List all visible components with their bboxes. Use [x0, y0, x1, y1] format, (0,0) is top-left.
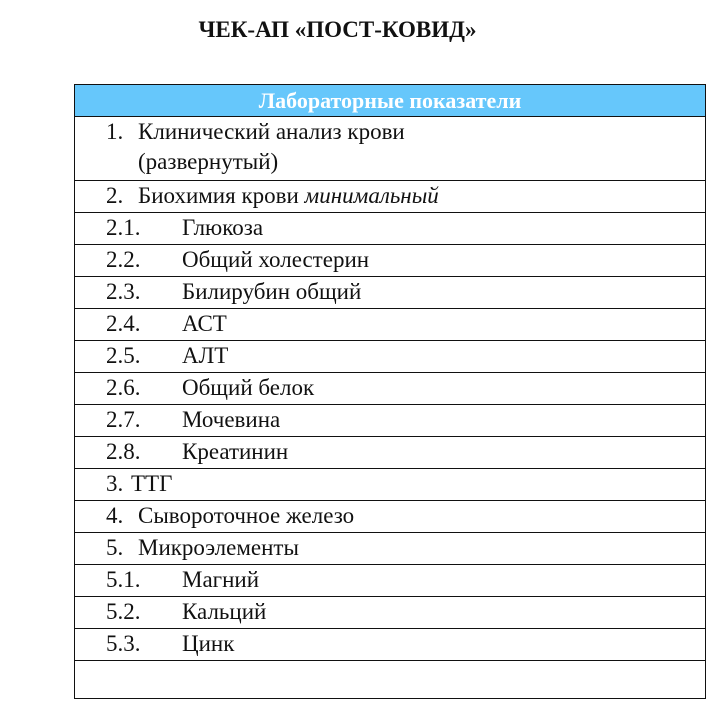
item-label: Креатинин: [182, 439, 289, 464]
table-row: [75, 213, 706, 245]
item-number: 2.: [106, 183, 124, 208]
item-number: 2.8.: [106, 439, 141, 464]
table-row: [75, 629, 706, 661]
item-number: 5.3.: [106, 631, 141, 656]
item-number: 2.3.: [106, 279, 141, 304]
table-row: [75, 469, 706, 501]
item-number: 5.: [106, 535, 124, 560]
item-label: Клинический анализ крови (развернутый): [138, 119, 405, 174]
document-title: ЧЕК-АП «ПОСТ-КОВИД»: [198, 17, 477, 42]
table-row: [75, 341, 706, 373]
table-row: [75, 277, 706, 309]
table-row: [75, 597, 706, 629]
table-row: [75, 437, 706, 469]
item-label: Биохимия крови минимальный: [138, 183, 439, 208]
item-label: Сывороточное железо: [138, 503, 355, 528]
table-row: [75, 565, 706, 597]
item-label: АСТ: [182, 311, 227, 336]
table-row: [75, 501, 706, 533]
item-number: 2.6.: [106, 375, 141, 400]
item-number: 5.1.: [106, 567, 141, 592]
table-row: [75, 245, 706, 277]
item-label: Микроэлементы: [138, 535, 299, 560]
item-label: Глюкоза: [182, 215, 264, 240]
table-header-row: [75, 85, 706, 117]
item-number: 2.1.: [106, 215, 141, 240]
item-number: 3.: [106, 471, 124, 496]
item-number: 2.5.: [106, 343, 141, 368]
item-number: 5.2.: [106, 599, 141, 624]
lab-tests-table: [74, 84, 706, 699]
item-number: 2.4.: [106, 311, 141, 336]
table-row: [75, 309, 706, 341]
table-row: [75, 373, 706, 405]
table-row-empty: [75, 661, 706, 699]
table-row: [75, 117, 706, 181]
item-number: 1.: [106, 119, 124, 144]
item-label: Билирубин общий: [182, 279, 362, 304]
table-row: [75, 181, 706, 213]
item-label: Кальций: [182, 599, 267, 624]
item-label: Цинк: [182, 631, 235, 656]
table-header: Лабораторные показатели: [75, 85, 706, 117]
item-label: Общий белок: [182, 375, 315, 400]
table-row: [75, 405, 706, 437]
item-number: 2.7.: [106, 407, 141, 432]
item-label-italic: минимальный: [304, 183, 439, 208]
item-number: 2.2.: [106, 247, 141, 272]
item-label: ТТГ: [131, 471, 173, 496]
item-label: Мочевина: [182, 407, 281, 432]
table-row: [75, 533, 706, 565]
item-label: Магний: [182, 567, 260, 592]
item-number: 4.: [106, 503, 124, 528]
item-label: Общий холестерин: [182, 247, 370, 272]
item-label: АЛТ: [182, 343, 229, 368]
